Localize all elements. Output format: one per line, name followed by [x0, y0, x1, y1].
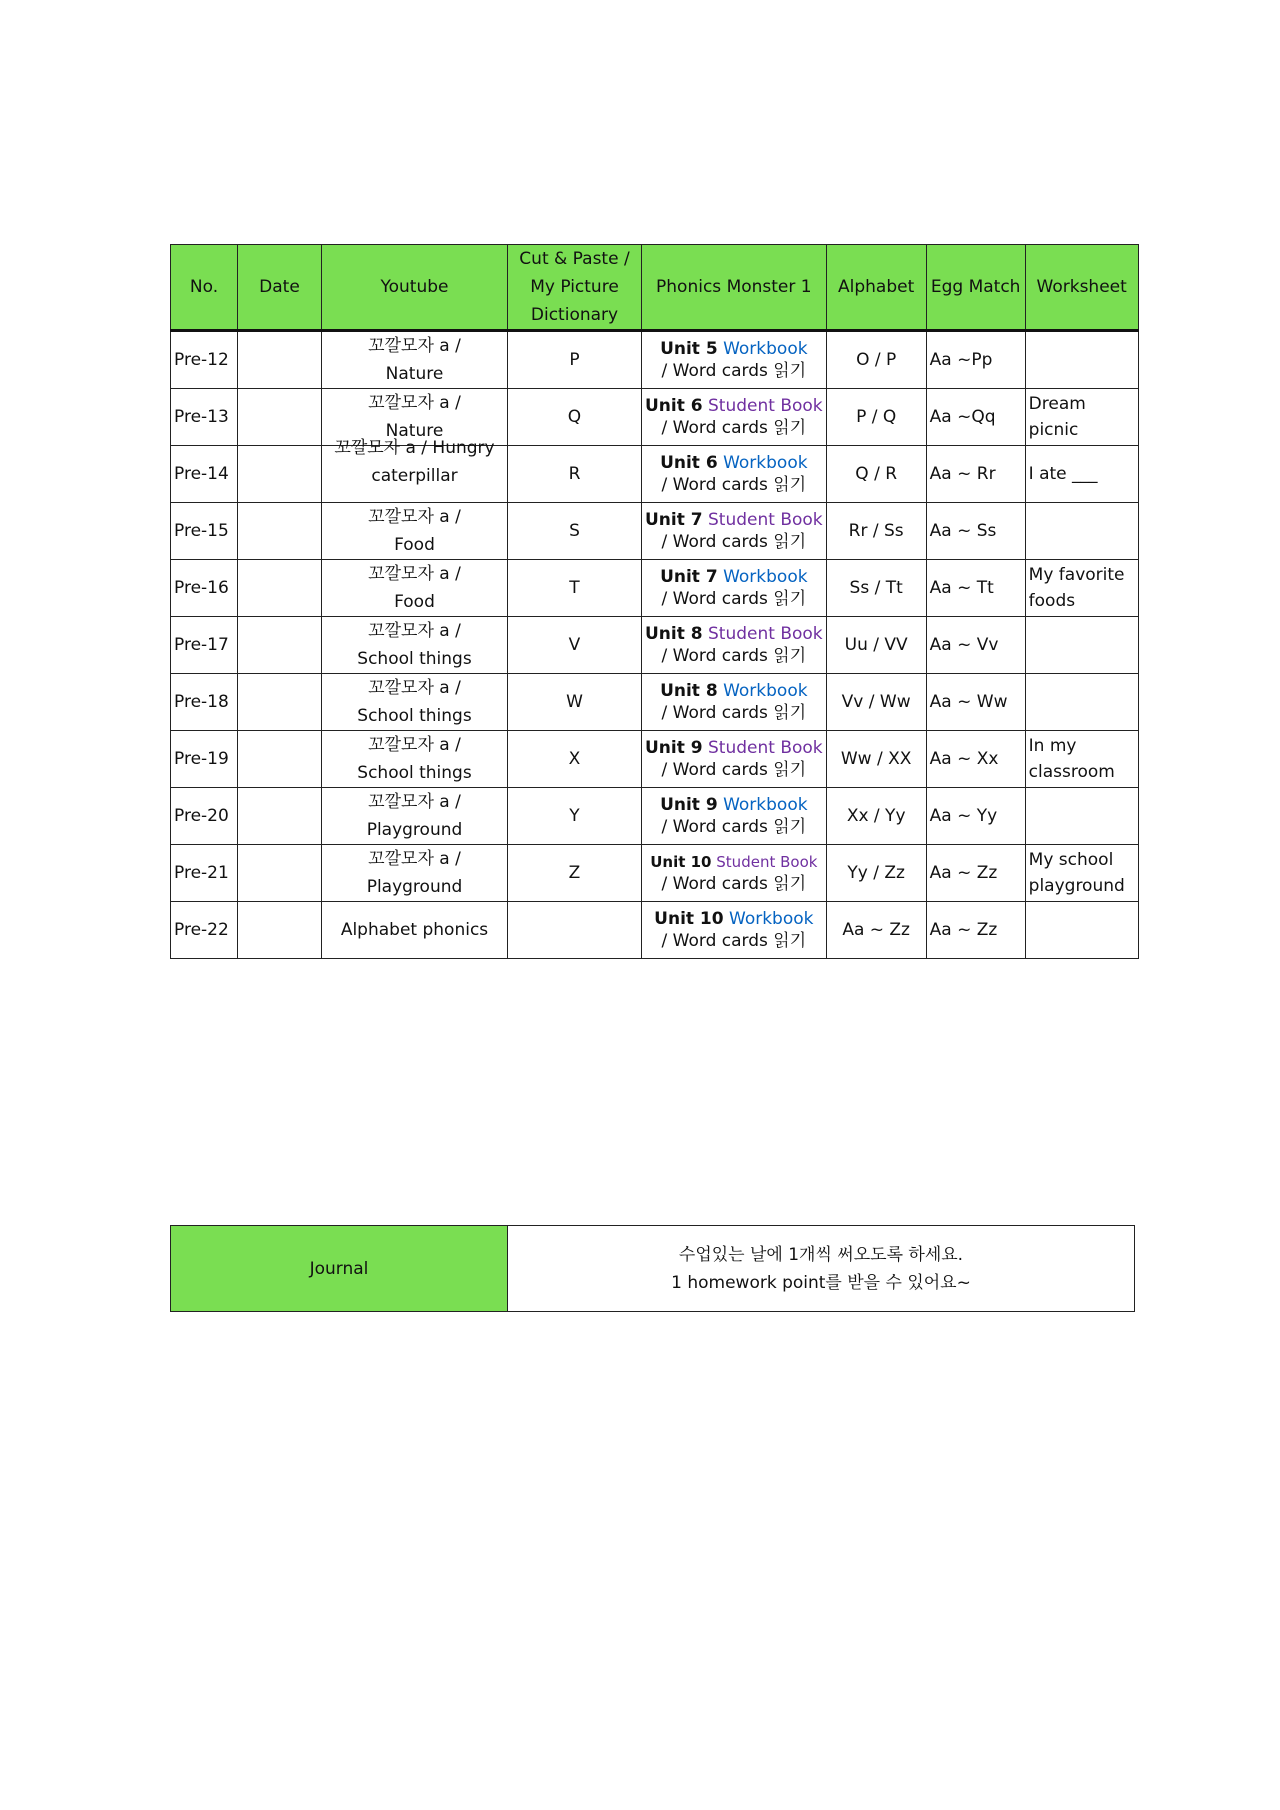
cut-paste-letter: S: [508, 503, 642, 560]
phonics-cell: [642, 503, 827, 560]
word-cards-label: / Word cards 읽기: [661, 532, 807, 552]
row-number: Pre-18: [171, 674, 238, 731]
youtube-line-1: 꼬깔모자 a /: [368, 678, 461, 698]
youtube-cell: [322, 560, 508, 617]
youtube-line-1: 꼬깔모자 a /: [368, 564, 461, 584]
youtube-line-2: Nature: [385, 364, 444, 384]
row-number: Pre-16: [171, 560, 238, 617]
book-label: Workbook: [729, 909, 814, 929]
row-number: Pre-13: [171, 389, 238, 446]
worksheet-cell: [1025, 331, 1138, 389]
date-cell[interactable]: [238, 446, 322, 503]
table-row: [171, 503, 1139, 560]
egg-match-cell: Aa ~ Xx: [926, 731, 1025, 788]
date-cell[interactable]: [238, 731, 322, 788]
book-label: Student Book: [708, 510, 823, 530]
word-cards-label: / Word cards 읽기: [661, 646, 807, 666]
youtube-line-2: School things: [357, 706, 472, 726]
date-cell[interactable]: [238, 617, 322, 674]
header-cell: Date: [238, 245, 322, 331]
row-number: Pre-19: [171, 731, 238, 788]
date-cell[interactable]: [238, 674, 322, 731]
unit-label: Unit 9: [660, 795, 718, 815]
header-cell: Phonics Monster 1: [642, 245, 827, 331]
egg-match-cell: Aa ~ Vv: [926, 617, 1025, 674]
header-cell: Alphabet: [826, 245, 926, 331]
journal-instructions: [508, 1226, 1135, 1312]
row-number: Pre-12: [171, 331, 238, 389]
phonics-cell: [642, 902, 827, 959]
phonics-cell: [642, 731, 827, 788]
youtube-line-2: School things: [357, 649, 472, 669]
worksheet-cell: My favorite foods: [1025, 560, 1138, 617]
egg-match-cell: Aa ~Qq: [926, 389, 1025, 446]
youtube-line-1: 꼬깔모자 a /: [368, 393, 461, 413]
row-number: Pre-20: [171, 788, 238, 845]
phonics-cell: [642, 788, 827, 845]
table-row: [171, 788, 1139, 845]
worksheet-cell: My school playground: [1025, 845, 1138, 902]
phonics-cell: [642, 617, 827, 674]
worksheet-cell: [1025, 788, 1138, 845]
book-label: Student Book: [708, 738, 823, 758]
cut-paste-letter: Y: [508, 788, 642, 845]
youtube-cell: [322, 503, 508, 560]
youtube-line-1: 꼬깔모자 a / Hungry: [334, 438, 495, 458]
word-cards-label: / Word cards 읽기: [661, 817, 807, 837]
table-row: [171, 845, 1139, 902]
journal-line-1: 수업있는 날에 1개씩 써오도록 하세요.: [678, 1244, 964, 1265]
worksheet-cell: In my classroom: [1025, 731, 1138, 788]
youtube-cell: [322, 845, 508, 902]
alphabet-cell: P / Q: [826, 389, 926, 446]
book-label: Workbook: [723, 339, 808, 359]
phonics-cell: [642, 560, 827, 617]
egg-match-cell: Aa ~Pp: [926, 331, 1025, 389]
youtube-line-1: 꼬깔모자 a /: [368, 735, 461, 755]
phonics-cell: [642, 674, 827, 731]
youtube-line-1: 꼬깔모자 a /: [368, 507, 461, 527]
book-label: Student Book: [716, 853, 818, 871]
alphabet-cell: Vv / Ww: [826, 674, 926, 731]
cut-paste-letter: [508, 902, 642, 959]
youtube-cell: [322, 902, 508, 959]
youtube-line-2: Playground: [366, 877, 463, 897]
alphabet-cell: Yy / Zz: [826, 845, 926, 902]
journal-line-2: 1 homework point를 받을 수 있어요~: [671, 1272, 971, 1293]
cut-paste-letter: V: [508, 617, 642, 674]
youtube-cell: [322, 731, 508, 788]
unit-label: Unit 6: [660, 453, 718, 473]
unit-label: Unit 10: [650, 853, 712, 871]
unit-label: Unit 7: [645, 510, 703, 530]
book-label: Workbook: [723, 795, 808, 815]
book-label: Workbook: [723, 681, 808, 701]
header-cell: No.: [171, 245, 238, 331]
row-number: Pre-15: [171, 503, 238, 560]
worksheet-cell: [1025, 902, 1138, 959]
youtube-cell: [322, 331, 508, 389]
journal-label: Journal: [171, 1226, 508, 1312]
unit-label: Unit 6: [645, 396, 703, 416]
egg-match-cell: Aa ~ Zz: [926, 902, 1025, 959]
alphabet-cell: Ss / Tt: [826, 560, 926, 617]
youtube-line-1: 꼬깔모자 a /: [368, 621, 461, 641]
cut-paste-letter: P: [508, 331, 642, 389]
table-row: [171, 560, 1139, 617]
egg-match-cell: Aa ~ Tt: [926, 560, 1025, 617]
youtube-cell: [322, 438, 508, 503]
phonics-cell: [642, 331, 827, 389]
alphabet-cell: Q / R: [826, 446, 926, 503]
row-number: Pre-17: [171, 617, 238, 674]
worksheet-cell: [1025, 617, 1138, 674]
table-row: [171, 617, 1139, 674]
alphabet-cell: Ww / XX: [826, 731, 926, 788]
youtube-line-1: 꼬깔모자 a /: [368, 849, 461, 869]
cut-paste-letter: Z: [508, 845, 642, 902]
unit-label: Unit 8: [645, 624, 703, 644]
alphabet-cell: Rr / Ss: [826, 503, 926, 560]
book-label: Student Book: [708, 624, 823, 644]
word-cards-label: / Word cards 읽기: [661, 874, 807, 894]
unit-label: Unit 9: [645, 738, 703, 758]
phonics-cell: [642, 446, 827, 503]
date-cell[interactable]: [238, 788, 322, 845]
table-row: [171, 389, 1139, 446]
date-cell[interactable]: [238, 389, 322, 446]
cut-paste-letter: T: [508, 560, 642, 617]
date-cell[interactable]: [238, 560, 322, 617]
header-row: [171, 245, 1139, 331]
cut-paste-letter: Q: [508, 389, 642, 446]
youtube-line-2: Nature: [385, 421, 444, 441]
unit-label: Unit 8: [660, 681, 718, 701]
book-label: Workbook: [723, 567, 808, 587]
youtube-line-1: 꼬깔모자 a /: [368, 792, 461, 812]
alphabet-cell: Aa ~ Zz: [826, 902, 926, 959]
date-cell[interactable]: [238, 845, 322, 902]
youtube-line-2: School things: [357, 763, 472, 783]
youtube-line-1: Alphabet phonics: [340, 920, 489, 940]
worksheet-cell: I ate ___: [1025, 446, 1138, 503]
alphabet-cell: O / P: [826, 331, 926, 389]
youtube-cell: [322, 674, 508, 731]
word-cards-label: / Word cards 읽기: [661, 361, 807, 381]
word-cards-label: / Word cards 읽기: [661, 589, 807, 609]
book-label: Workbook: [723, 453, 808, 473]
unit-label: Unit 10: [654, 909, 724, 929]
cut-paste-letter: W: [508, 674, 642, 731]
cut-paste-letter: R: [508, 446, 642, 503]
table-row: [171, 674, 1139, 731]
header-cell: Worksheet: [1025, 245, 1138, 331]
table-row: [171, 446, 1139, 503]
date-cell[interactable]: [238, 902, 322, 959]
word-cards-label: / Word cards 읽기: [661, 475, 807, 495]
youtube-line-2: caterpillar: [371, 466, 458, 486]
youtube-cell: [322, 617, 508, 674]
header-cell: Cut & Paste / My Picture Dictionary: [508, 245, 642, 331]
youtube-cell: [322, 788, 508, 845]
date-cell[interactable]: [238, 331, 322, 389]
row-number: Pre-14: [171, 446, 238, 503]
table-row: [171, 902, 1139, 959]
worksheet-cell: [1025, 674, 1138, 731]
alphabet-cell: Uu / VV: [826, 617, 926, 674]
egg-match-cell: Aa ~ Ww: [926, 674, 1025, 731]
homework-schedule-table: [170, 244, 1139, 959]
egg-match-cell: Aa ~ Rr: [926, 446, 1025, 503]
youtube-line-1: 꼬깔모자 a /: [368, 336, 461, 356]
phonics-cell: [642, 389, 827, 446]
unit-label: Unit 5: [660, 339, 718, 359]
youtube-line-2: Food: [394, 592, 435, 612]
header-cell: Youtube: [322, 245, 508, 331]
phonics-cell: [642, 845, 827, 902]
egg-match-cell: Aa ~ Zz: [926, 845, 1025, 902]
journal-table: [170, 1225, 1135, 1312]
worksheet-cell: [1025, 503, 1138, 560]
worksheet-cell: Dream picnic: [1025, 389, 1138, 446]
table-row: [171, 731, 1139, 788]
word-cards-label: / Word cards 읽기: [661, 418, 807, 438]
alphabet-cell: Xx / Yy: [826, 788, 926, 845]
table-row: [171, 331, 1139, 389]
egg-match-cell: Aa ~ Yy: [926, 788, 1025, 845]
unit-label: Unit 7: [660, 567, 718, 587]
word-cards-label: / Word cards 읽기: [661, 760, 807, 780]
header-cell: Egg Match: [926, 245, 1025, 331]
word-cards-label: / Word cards 읽기: [661, 703, 807, 723]
cut-paste-letter: X: [508, 731, 642, 788]
row-number: Pre-22: [171, 902, 238, 959]
row-number: Pre-21: [171, 845, 238, 902]
word-cards-label: / Word cards 읽기: [661, 931, 807, 951]
youtube-line-2: Food: [394, 535, 435, 555]
book-label: Student Book: [708, 396, 823, 416]
youtube-line-2: Playground: [366, 820, 463, 840]
date-cell[interactable]: [238, 503, 322, 560]
egg-match-cell: Aa ~ Ss: [926, 503, 1025, 560]
